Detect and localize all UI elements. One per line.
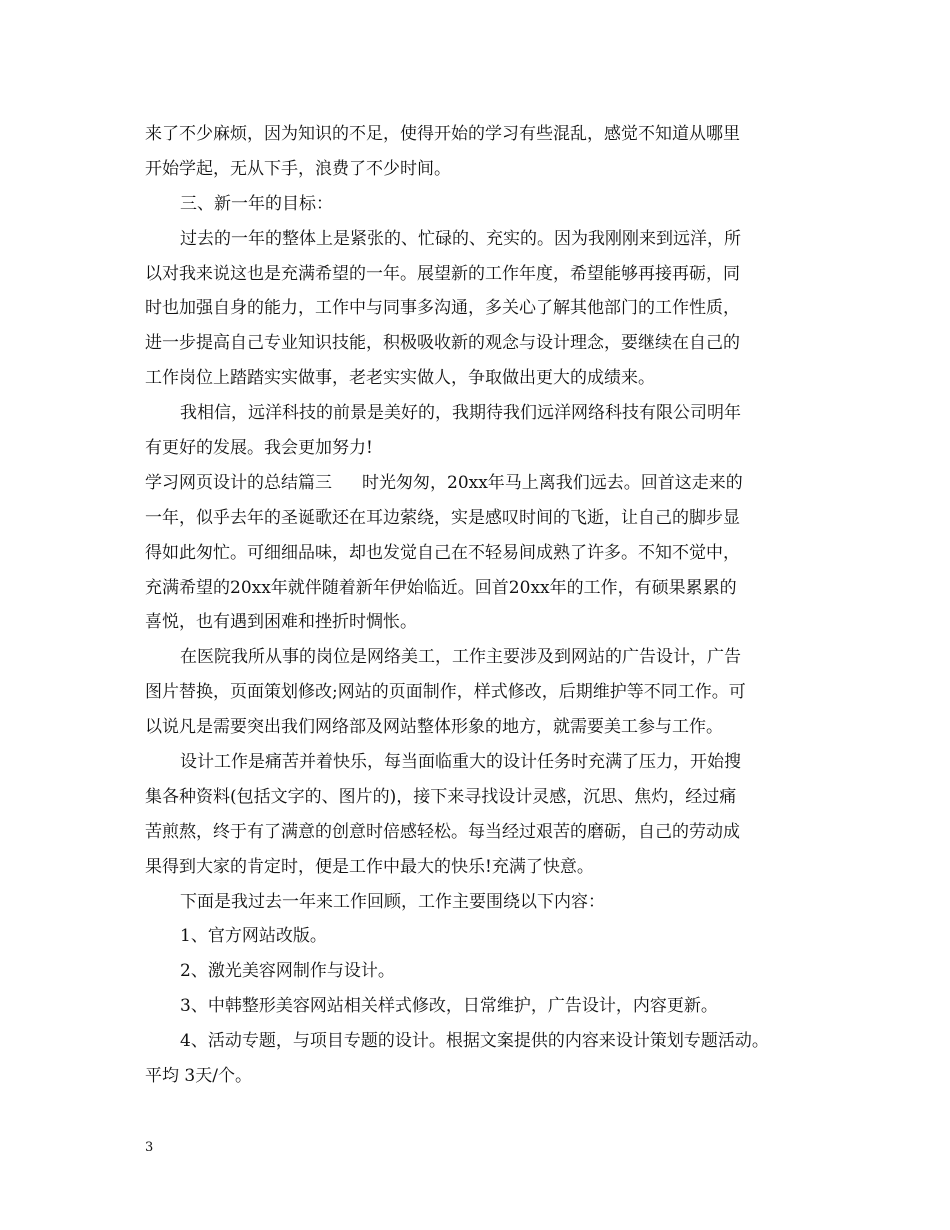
- text-line: 平均 3天/个。: [145, 1066, 252, 1087]
- article-intro: 时光匆匆，20xx年马上离我们远去。回首这走来的: [362, 472, 743, 493]
- list-item: 4、活动专题，与项目专题的设计。根据文案提供的内容来设计策划专题活动。: [180, 1031, 769, 1052]
- text-line: 进一步提高自己专业知识技能，积极吸收新的观念与设计理念，要继续在自己的: [145, 333, 740, 354]
- list-item: 3、中韩整形美容网站相关样式修改，日常维护，广告设计，内容更新。: [180, 996, 718, 1017]
- section-heading: 三、新一年的目标：: [180, 193, 333, 214]
- article-title: 学习网页设计的总结篇三: [145, 472, 332, 493]
- text-line: 集各种资料(包括文字的、图片的)，接下来寻找设计灵感，沉思、焦灼，经过痛: [145, 786, 737, 807]
- text-line: 苦煎熬，终于有了满意的创意时倍感轻松。每当经过艰苦的磨砺，自己的劳动成: [145, 821, 740, 842]
- article-title-line: [145, 466, 825, 501]
- text-line: 充满希望的20xx年就伴随着新年伊始临近。回首20xx年的工作，有硕果累累的: [145, 577, 737, 598]
- text-line: 有更好的发展。我会更加努力!: [145, 438, 373, 459]
- text-line: 一年，似乎去年的圣诞歌还在耳边萦绕，实是感叹时间的飞逝，让自己的脚步显: [145, 507, 740, 528]
- text-line: 在医院我所从事的岗位是网络美工，工作主要涉及到网站的广告设计，广告: [180, 647, 741, 668]
- page-number: 3: [145, 1140, 154, 1155]
- document-body: [145, 117, 825, 1094]
- text-line: 来了不少麻烦，因为知识的不足，使得开始的学习有些混乱，感觉不知道从哪里: [145, 124, 740, 144]
- text-line: 图片替换，页面策划修改;网站的页面制作，样式修改，后期维护等不同工作。可: [145, 682, 746, 703]
- text-line: 果得到大家的肯定时，便是工作中最大的快乐!充满了快意。: [145, 856, 594, 877]
- text-line: 以对我来说这也是充满希望的一年。展望新的工作年度，希望能够再接再砺，同: [145, 263, 740, 284]
- list-item: 2、激光美容网制作与设计。: [180, 961, 395, 982]
- text-line: 下面是我过去一年来工作回顾，工作主要围绕以下内容：: [180, 891, 605, 912]
- text-line: 开始学起，无从下手，浪费了不少时间。: [145, 158, 451, 179]
- text-line: 得如此匆忙。可细细品味，却也发觉自己在不轻易间成熟了许多。不知不觉中，: [145, 542, 740, 563]
- text-line: 我相信，远洋科技的前景是美好的，我期待我们远洋网络科技有限公司明年: [180, 403, 741, 424]
- text-line: 工作岗位上踏踏实实做事，老老实实做人，争取做出更大的成绩来。: [145, 368, 655, 389]
- text-line: 喜悦，也有遇到困难和挫折时惆怅。: [145, 612, 417, 633]
- text-line: 时也加强自身的能力，工作中与同事多沟通，多关心了解其他部门的工作性质，: [145, 298, 740, 319]
- text-line: 过去的一年的整体上是紧张的、忙碌的、充实的。因为我刚刚来到远洋，所: [180, 228, 741, 249]
- list-item: 1、官方网站改版。: [180, 926, 327, 947]
- text-line: 以说凡是需要突出我们网络部及网站整体形象的地方，就需要美工参与工作。: [145, 717, 723, 738]
- text-line: 设计工作是痛苦并着快乐，每当面临重大的设计任务时充满了压力，开始搜: [180, 752, 741, 773]
